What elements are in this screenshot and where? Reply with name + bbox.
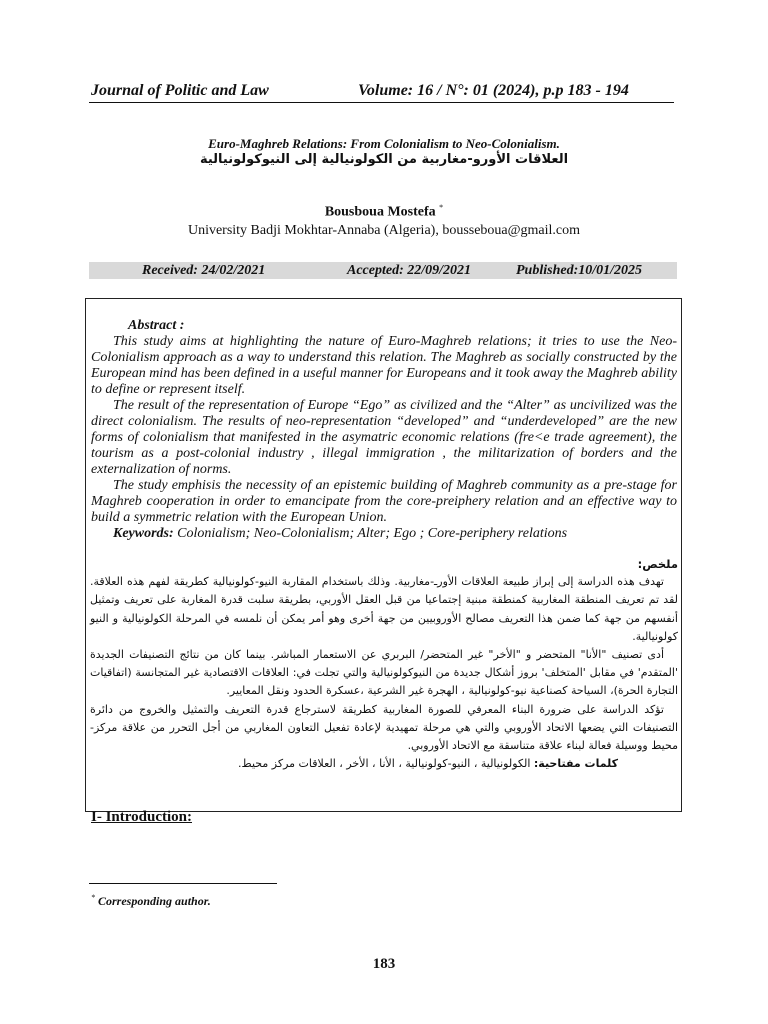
english-abstract	[91, 318, 677, 542]
arabic-keywords-label: كلمات مفتاحية:	[533, 757, 618, 771]
received-date: Received: 24/02/2021	[142, 263, 266, 278]
volume-info: Volume: 16 / N°: 01 (2024), p.p 183 - 194	[358, 82, 629, 99]
author-name: Bousboua Mostefa	[324, 204, 436, 220]
paper-title-english: Euro-Maghreb Relations: From Colonialism to Neo-Colonialism.	[208, 136, 560, 151]
author-affiliation: University Badji Mokhtar-Annaba (Algeria), bousseboua@gmail.com	[187, 223, 581, 238]
keywords-list: Colonialism; Neo-Colonialism; Alter; Ego ; Core-periphery relations	[173, 526, 568, 541]
arabic-abstract	[90, 555, 678, 773]
author-footnote-mark: *	[439, 203, 444, 212]
page-number: 183	[372, 956, 396, 972]
footnote-text: Corresponding author.	[95, 894, 211, 908]
keywords-label: Keywords:	[113, 526, 174, 541]
arabic-paragraph-3: تؤكد الدراسة على ضرورة البناء المعرفي للصورة المغاربية كطريقة لاسترجاع قدرة التعريف والتمثيل والخروج من دائرة التصنيفات التي يضعها الاتحاد الأوروبي والتي هي مرحلة تمهيدية لإعادة تفعيل التعاون المغاربي من أجل التحرر من علاقة مركز-محيط ووسيلة فعالة لبناء علاقة متناسقة مع الاتحاد الأوروبي.	[90, 702, 678, 753]
accepted-date: Accepted: 22/09/2021	[347, 263, 472, 278]
keywords-line	[91, 526, 677, 542]
arabic-abstract-heading: ملخص:	[637, 557, 678, 571]
journal-name: Journal of Politic and Law	[91, 82, 269, 99]
arabic-keywords-list: الكولونيالية ، النيو-كولونيالية ، الأنا ، الأخر ، العلاقات مركز محيط.	[238, 757, 534, 771]
author-line	[0, 203, 768, 221]
footnote-mark: *	[91, 893, 95, 902]
footnote-divider	[89, 883, 277, 884]
paper-title-arabic: العلاقات الأورو-مغاربية من الكولونيالية إلى النيوكولونيالية	[199, 152, 569, 167]
abstract-heading: Abstract :	[128, 318, 185, 333]
section-heading-introduction: I- Introduction:	[91, 809, 192, 825]
abstract-paragraph-2: The result of the representation of Europe “Ego” as civilized and the “Alter” as uncivilized was the direct colonialism. The results of neo-representation “developed” and “underdeveloped” are the new forms of colonialism that manifested in the asymatric economic relations (fre<e trade agreement), the tourism as a post-colonial industry , illegal immigration , the militarization of borders and the externalization of norms.	[91, 398, 677, 477]
arabic-keywords-line	[90, 755, 678, 773]
abstract-paragraph-3: The study emphisis the necessity of an epistemic building of Maghreb community as a pre-stage for Maghreb cooperation in order to emancipate from the core-preiphery relation and an effective way to build a symmetric relation with the European Union.	[91, 478, 677, 525]
published-date: Published:10/01/2025	[516, 263, 643, 278]
header-divider	[89, 102, 674, 103]
arabic-paragraph-1: تهدف هذه الدراسة إلى إبراز طبيعة العلاقات الأورـ-مغاربية. وذلك باستخدام المقاربة النيو-كولونيالية كطريقة لفهم هذه العلاقة. لقد تم تعريف المنطقة المغاربية كمنطقة مبنية إجتماعيا من قبل العقل الأوربي، بطريقة سلبت قدرة المغاربة على تعريف وتمثيل أنفسهم من جهة كما ضمن هذا التعريف مصالح الأوروبيين من جهة أخرى وهو أمر يمكن أن نلمسه في المرحلة الكولونيالية و النيو كولونيالية.	[90, 575, 678, 643]
abstract-paragraph-1: This study aims at highlighting the nature of Euro-Maghreb relations; it tries to use the Neo-Colonialism approach as a way to understand this relation. The Maghreb as socially constructed by the European mind has been defined in a useful manner for Europeans and it took away the Maghreb ability to define or represent itself.	[91, 334, 677, 397]
arabic-paragraph-2: أدى تصنيف "الأنا" المتحضر و "الأخر" غير المتحضر/ البربري عن الاستعمار المباشر. بينما كان من نتائج التصنيفات الجديدة 'المتقدم' في مقابل 'المتخلف' بروز أشكال جديدة من النيوكولونيالية والتي تجلت في: العلاقات الاقتصادية غير المتجانسة (اتفاقيات التجارة الحرة)، السياحة كصناعية نيو-كولونيالية ، الهجرة غير الشرعية ،عسكرة الحدود ونقل المعايير.	[90, 648, 678, 698]
footnote	[91, 893, 211, 909]
